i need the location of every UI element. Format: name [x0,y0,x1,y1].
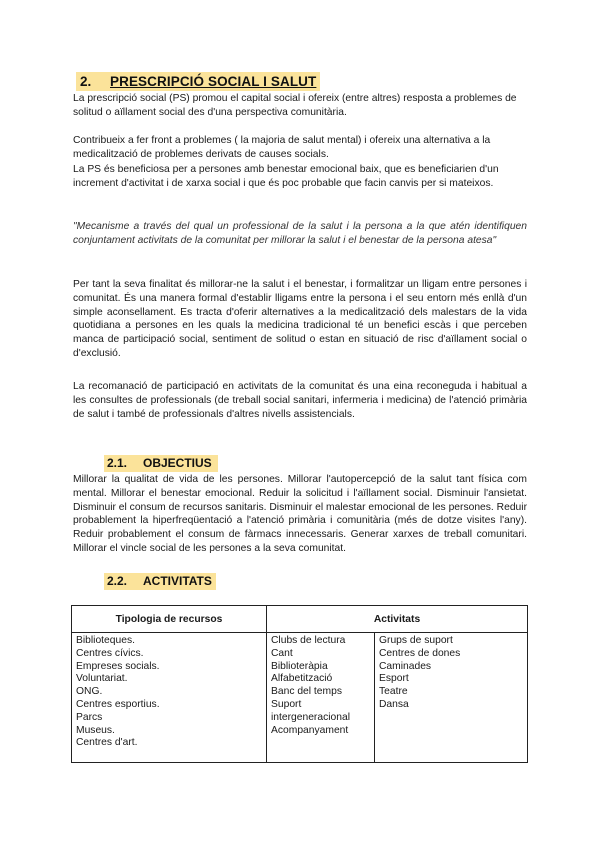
section-number: 2. [80,74,92,89]
activitat-item: intergeneracional [271,711,350,723]
header-tipologia: Tipologia de recursos [72,606,267,633]
paragraph-contribueix: Contribueix a fer front a problemes ( la majoria de salut mental) i ofereix una alternativa a la medicalització de problemes derivats de causes socials. [73,135,491,160]
activitat-item: Acompanyament [271,724,349,736]
activitat-item: Banc del temps [271,686,342,698]
activitat-item: Alfabetització [271,673,333,685]
activitats-number: 2.2. [107,574,128,588]
paragraph-beneficiosa: La PS és beneficiosa per a persones amb benestar emocional baix, que es beneficiarien d'un increment d'activitat i de xarxa social i que és poc probable que facin canvis per si mateixos. [73,164,499,189]
recurs-item: Centres esportius. [76,698,160,710]
activitat-item: Biblioteràpia [271,660,328,672]
activitat-item: Suport [271,698,302,710]
table-row [72,633,528,763]
activitat-item: Grups de suport [379,635,453,646]
activitats-cell-1 [267,633,375,763]
activitat-item: Teatre [379,686,408,698]
activitats-heading [104,573,216,590]
objectius-text: Millorar la qualitat de vida de les persones. Millorar l'autopercepció de la salut tant física com mental. Millorar el benestar emocional. Reduir la solicitud i l'aïllament social. Disminuir l'ansietat. Disminuir el consum de recursos sanitaris. Disminuir el malestar emocional de les persones. Reduir probablement la hiperfreqüentació a l'atenció primària i comunitària (més de dotze visites l'any). Reduir probablement el consum de fàrmacs innecessaris. Generar xarxes de treball comunitari. Millorar el vincle social de les persones a la seva comunitat. [73,474,527,554]
recursos-cell [72,633,267,763]
objectius-number: 2.1. [107,456,128,470]
activitats-title: ACTIVITATS [143,574,212,588]
paragraph-finalitat: Per tant la seva finalitat és millorar-ne la salut i el benestar, i formalitzar un lligam entre persones i comunitat. És una manera formal d'establir lligams entre la persona i el seu entorn més enllà d'un simple aconsellament. Es tracta d'oferir alternatives a la medicalització dels malestars de la vida quotidiana a persones en les quals la medicina tradicional té un benefici escàs i que perceben manca de participació social, sentiment de solitud o estan en situació de risc d'aïllament social o d'exclusió. [73,279,527,359]
activitat-item: Centres de dones [379,647,461,659]
section-heading [76,72,320,91]
objectius-title: OBJECTIUS [143,456,212,470]
objectius-heading [104,455,218,472]
recurs-item: Museus. [76,724,115,736]
activitat-item: Clubs de lectura [271,635,346,646]
activitat-item: Cant [271,647,293,659]
activitat-item: Esport [379,673,409,685]
paragraph-recomanacio: La recomanació de participació en activitats de la comunitat és una eina reconeguda i habitual a les consultes de professionals (de treball social sanitari, infermeria i medicina) de l'atenció primària de salut i també de professionals d'altres nivells assistencials. [73,381,527,420]
recurs-item: Centres d'art. [76,737,138,749]
activitats-cell-2 [375,633,528,763]
section-title: PRESCRIPCIÓ SOCIAL I SALUT [110,74,317,89]
recurs-item: Biblioteques. [76,635,135,646]
table-header-row [72,606,528,633]
recurs-item: Parcs [76,711,103,723]
activitat-item: Caminades [379,660,432,672]
recurs-item: Centres cívics. [76,647,144,659]
header-activitats: Activitats [267,606,528,633]
recurs-item: ONG. [76,686,103,698]
recurs-item: Empreses socials. [76,660,160,672]
activitat-item: Dansa [379,698,409,710]
quote-definition: "Mecanisme a través del qual un professional de la salut i la persona a la que atén identifiquen conjuntament activitats de la comunitat per millorar la salut i el benestar de la persona atesa" [73,221,527,246]
activitats-table [71,605,528,763]
paragraph-intro: La prescripció social (PS) promou el capital social i ofereix (entre altres) resposta a problemes de solitud o aïllament social des d'una perspectiva comunitària. [73,93,517,118]
recurs-item: Voluntariat. [76,673,128,685]
